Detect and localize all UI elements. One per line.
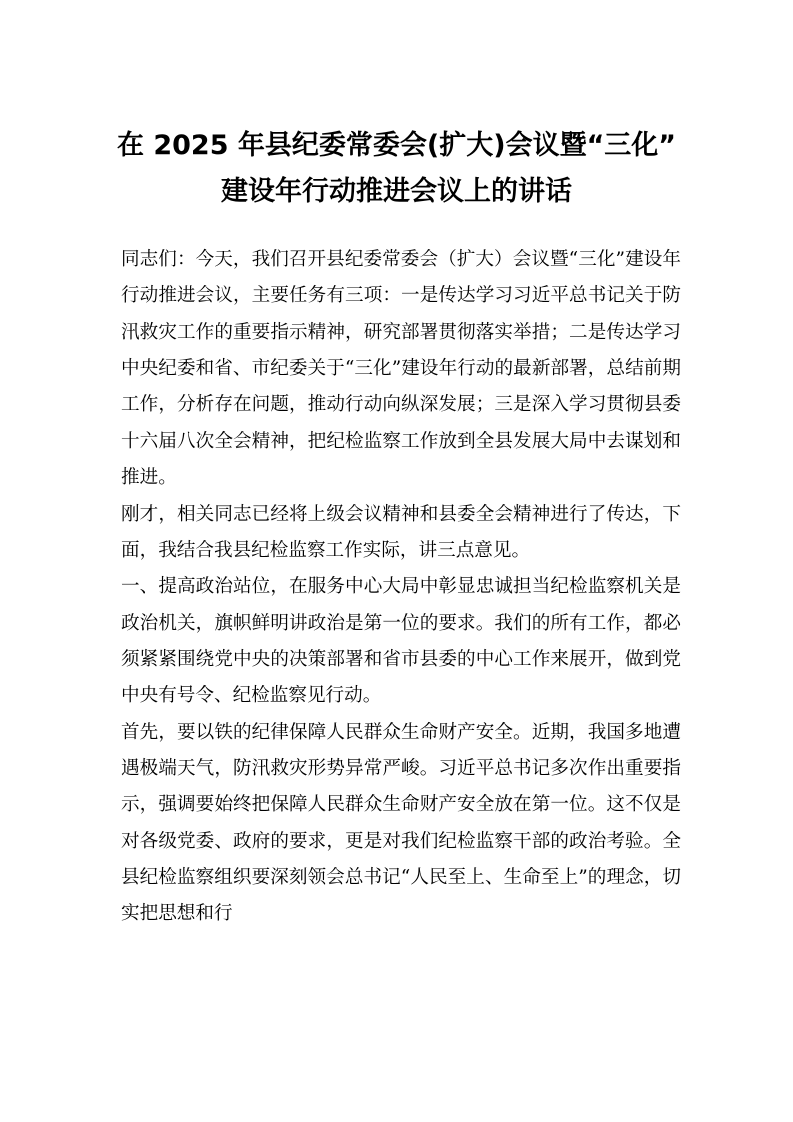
document-title-line-1: 在 2025 年县纪委常委会(扩大)会议暨“三化”	[116, 130, 677, 161]
paragraph-transition: 刚才，相关同志已经将上级会议精神和县委全会精神进行了传达，下面，我结合我县纪检监察工作实际，讲三点意见。	[121, 503, 681, 561]
paragraph-section-one: 一、提高政治站位，在服务中心大局中彰显忠诚担当纪检监察机关是政治机关，旗帜鲜明讲政治是第一位的要求。我们的所有工作，都必须紧紧围绕党中央的决策部署和省市县委的中心工作来展开，做到党中央有号令、纪检监察见行动。	[121, 576, 681, 707]
paragraph-first-point: 首先，要以铁的纪律保障人民群众生命财产安全。近期，我国多地遭遇极端天气，防汛救灾形势异常严峻。习近平总书记多次作出重要指示，强调要始终把保障人民群众生命财产安全放在第一位。这不仅是对各级党委、政府的要求，更是对我们纪检监察干部的政治考验。全县纪检监察组织要深刻领会总书记“人民至上、生命至上”的理念，切实把思想和行	[121, 721, 681, 925]
paragraph-opening: 同志们：今天，我们召开县纪委常委会（扩大）会议暨“三化”建设年行动推进会议，主要任务有三项：一是传达学习习近平总书记关于防汛救灾工作的重要指示精神，研究部署贯彻落实举措；二是传达学习中央纪委和省、市纪委关于“三化”建设年行动的最新部署，总结前期工作，分析存在问题，推动行动向纵深发展；三是深入学习贯彻县委十六届八次全会精神，把纪检监察工作放到全县发展大局中去谋划和推进。	[121, 249, 681, 489]
document-title-line-2: 建设年行动推进会议上的讲话	[221, 176, 572, 207]
document-body	[121, 242, 681, 933]
